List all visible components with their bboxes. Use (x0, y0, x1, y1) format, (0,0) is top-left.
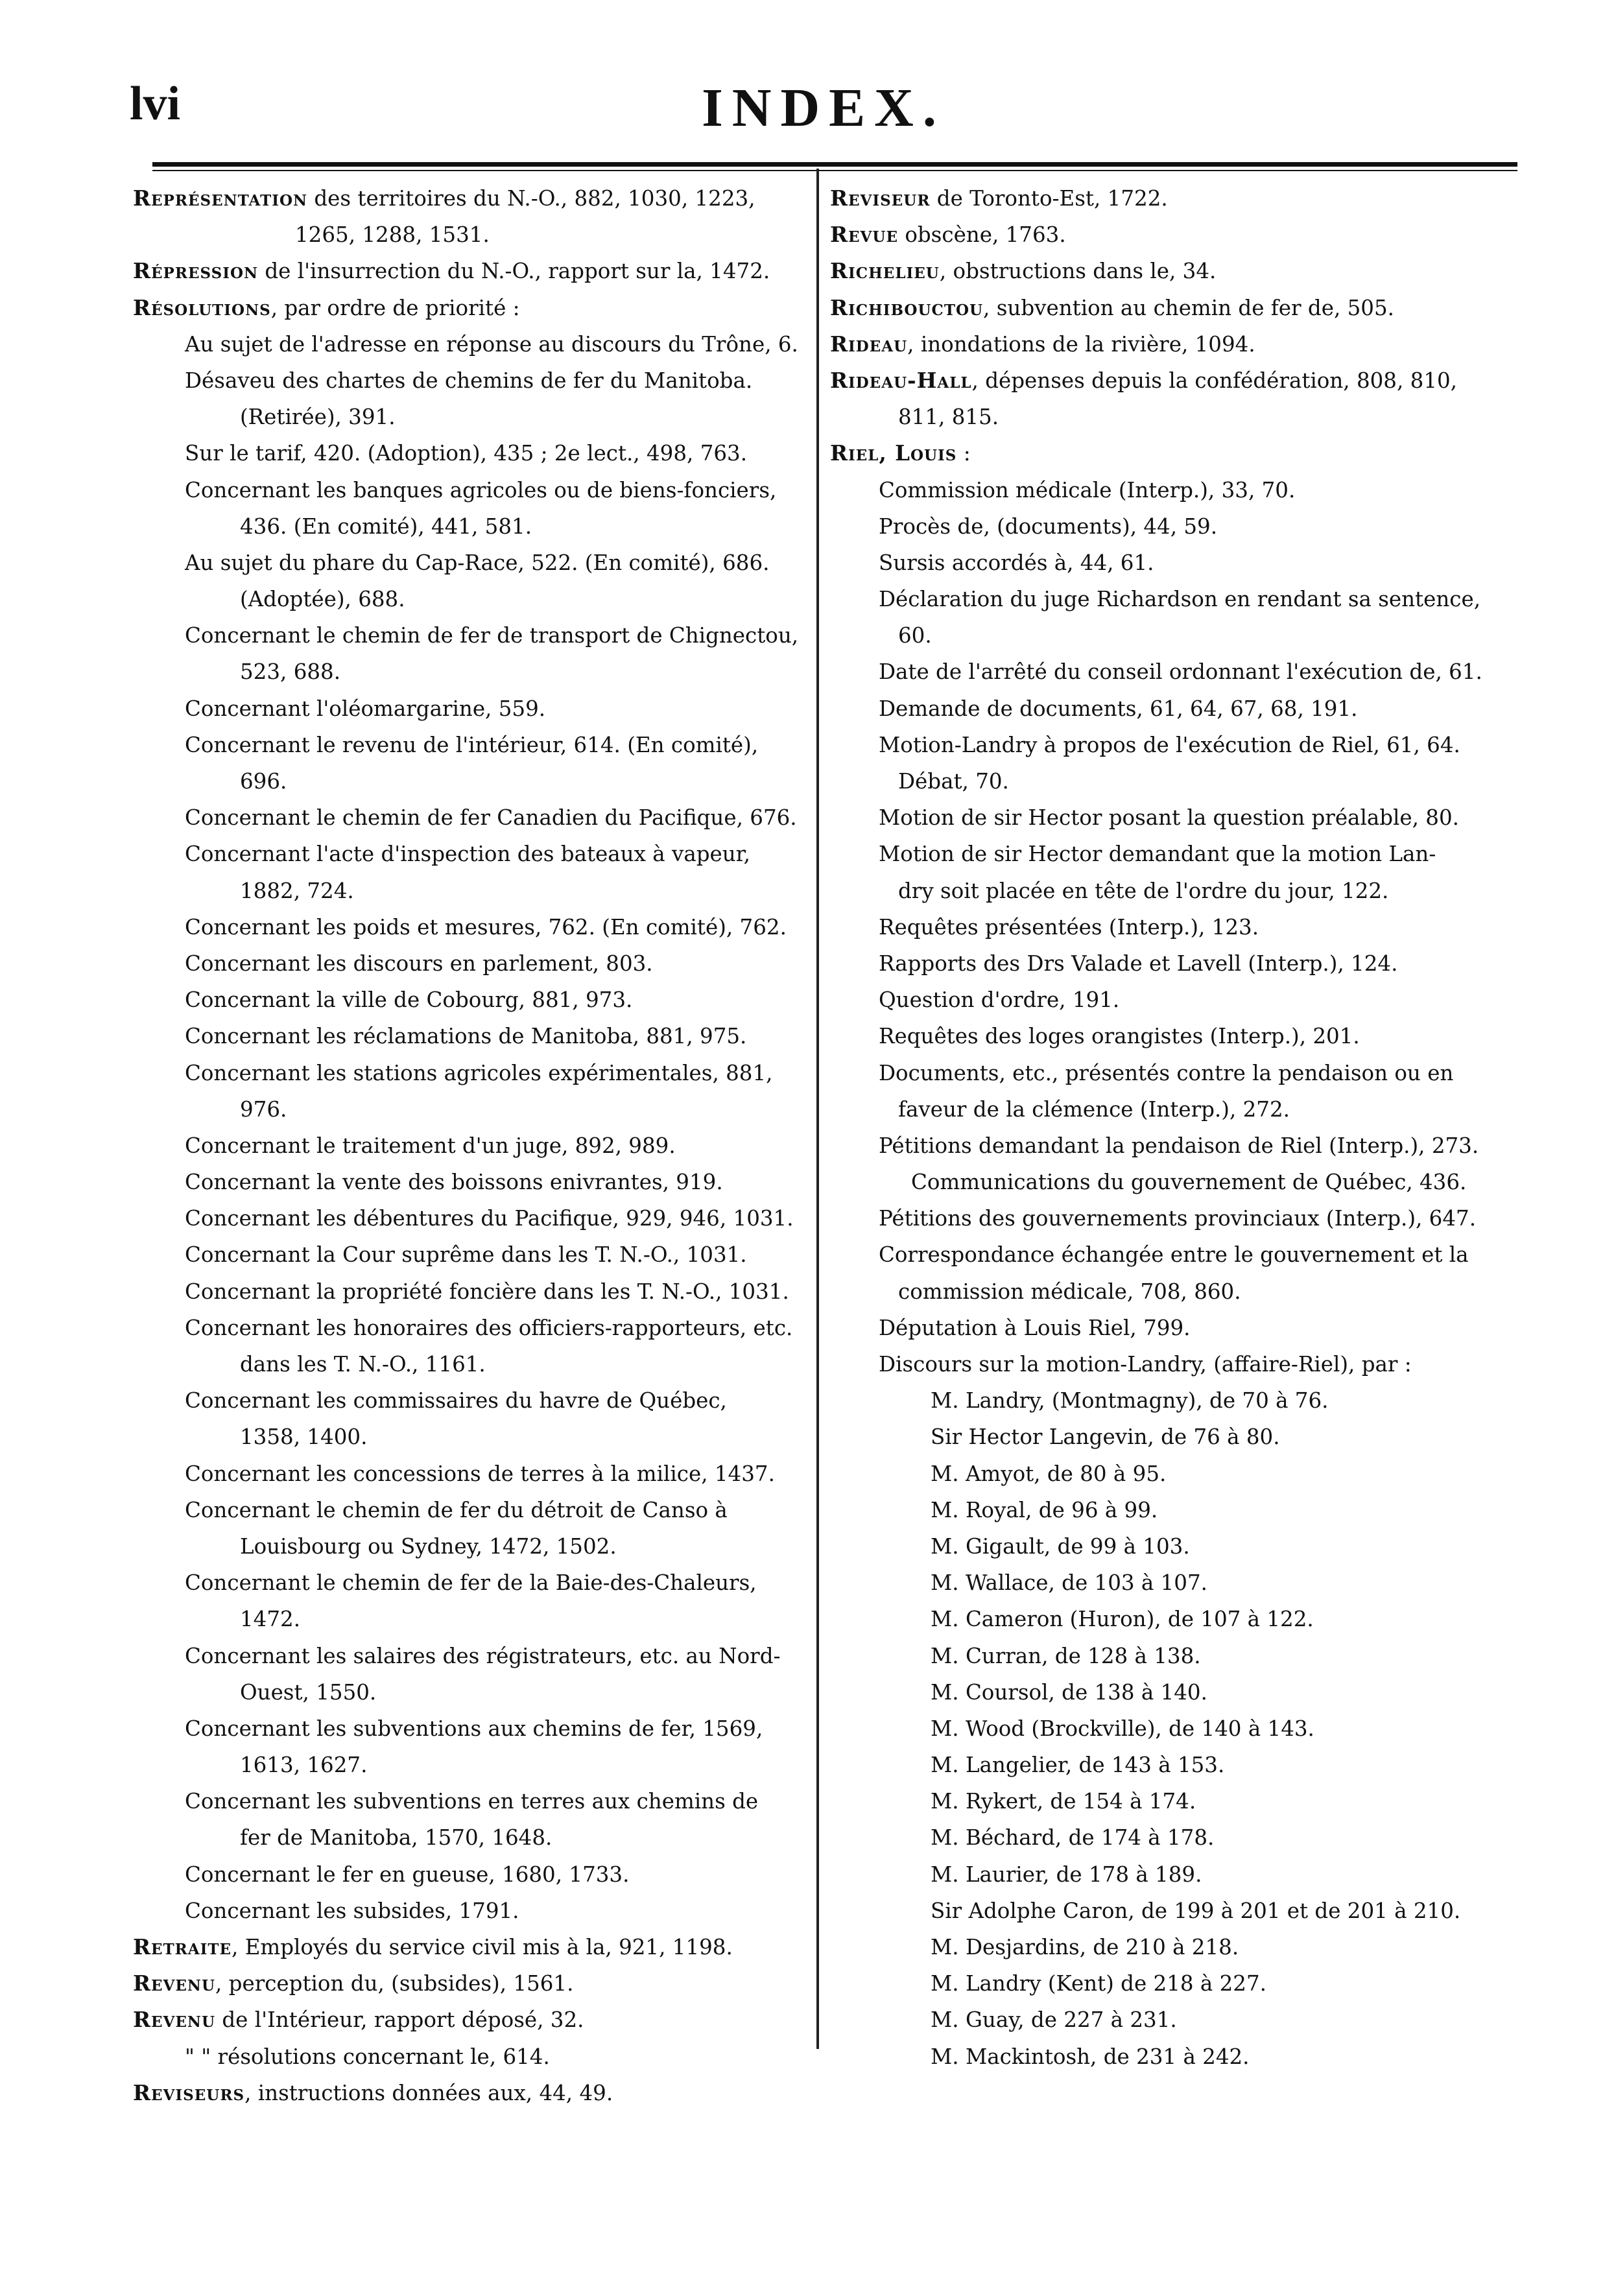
index-entry-line (830, 1819, 1517, 1856)
index-entry-text: Sir Hector Langevin, de 76 à 80. (931, 1425, 1280, 1450)
index-entry-text: Sursis accordés à, 44, 61. (879, 550, 1154, 575)
index-entry-line (133, 253, 804, 289)
index-entry-line (830, 545, 1517, 581)
index-entry-line (133, 945, 804, 982)
index-column-right (830, 180, 1517, 2075)
index-entry-text: Ouest, 1550. (240, 1679, 377, 1705)
index-entry-text: Déclaration du juge Richardson en rendant sa sentence, (879, 587, 1481, 612)
index-entry-line (830, 909, 1517, 945)
index-entry-line (133, 581, 804, 617)
index-entry-line (830, 763, 1517, 799)
index-entry-line (830, 1419, 1517, 1455)
index-entry-heading: Résolutions (133, 294, 271, 320)
index-entry-text: M. Mackintosh, de 231 à 242. (931, 2044, 1250, 2069)
index-entry-heading: Revue (830, 222, 898, 248)
index-entry-text: Question d'ordre, 191. (879, 988, 1120, 1013)
index-entry-line (133, 2039, 804, 2075)
index-entry-line (133, 399, 804, 435)
index-entry-text: Sir Adolphe Caron, de 199 à 201 et de 201 à 210. (931, 1898, 1461, 1923)
index-entry-line (133, 180, 804, 217)
index-entry-text: fer de Manitoba, 1570, 1648. (240, 1825, 553, 1851)
index-entry-text: Procès de, (documents), 44, 59. (879, 514, 1218, 539)
index-entry-text: Motion-Landry à propos de l'exécution de Riel, 61, 64. (879, 732, 1460, 757)
index-entry-text: Concernant les salaires des régistrateurs, etc. au Nord- (185, 1643, 781, 1668)
index-entry-line (830, 1893, 1517, 1929)
index-entry-text: Concernant les subventions aux chemins de fer, 1569, (185, 1716, 763, 1741)
index-entry-line (133, 1601, 804, 1637)
index-entry-line (133, 1528, 804, 1565)
index-entry-text: Pétitions demandant la pendaison de Riel (Interp.), 273. (879, 1133, 1479, 1158)
index-entry-text: , subvention au chemin de fer de, 505. (983, 295, 1394, 320)
index-entry-line (830, 1601, 1517, 1637)
index-entry-line (830, 873, 1517, 909)
index-entry-line (830, 472, 1517, 508)
index-entry-text: Documents, etc., présentés contre la pendaison ou en (879, 1060, 1454, 1085)
index-entry-text: 811, 815. (898, 405, 999, 430)
index-entry-text: Requêtes présentées (Interp.), 123. (879, 914, 1259, 940)
index-entry-line (133, 1456, 804, 1492)
index-entry-line (830, 982, 1517, 1018)
index-entry-line (830, 1128, 1517, 1164)
index-entry-text: Concernant le revenu de l'intérieur, 614. (En comité), (185, 732, 759, 757)
index-entry-text: Concernant le traitement d'un juge, 892, 989. (185, 1133, 676, 1158)
index-entry-line (830, 1783, 1517, 1819)
index-entry-line (133, 1783, 804, 1819)
index-entry-text: 696. (240, 769, 287, 794)
index-entry-line (830, 1091, 1517, 1128)
index-entry-text: M. Amyot, de 80 à 95. (931, 1461, 1167, 1486)
index-entry-text: , Employés du service civil mis à la, 921, 1198. (232, 1935, 733, 1959)
index-entry-line (133, 2002, 804, 2038)
index-entry-heading: Richibouctou (830, 294, 984, 320)
index-entry-text: commission médicale, 708, 860. (898, 1279, 1241, 1304)
index-entry-text: Demande de documents, 61, 64, 67, 68, 191. (879, 696, 1358, 721)
index-entry-text: (Adoptée), 688. (240, 587, 405, 612)
index-entry-heading: Revenu (133, 1971, 215, 1996)
index-entry-line (830, 217, 1517, 253)
index-entry-text: de l'Intérieur, rapport déposé, 32. (215, 2007, 584, 2033)
index-entry-text: 976. (240, 1096, 287, 1122)
index-entry-line (830, 399, 1517, 435)
index-entry-line (830, 581, 1517, 617)
index-entry-text: obscène, 1763. (897, 222, 1066, 248)
index-entry-text: Concernant les concessions de terres à la milice, 1437. (185, 1461, 775, 1486)
index-entry-line (133, 2075, 804, 2111)
index-entry-line (830, 508, 1517, 545)
index-entry-text: M. Gigault, de 99 à 103. (931, 1533, 1190, 1559)
index-entry-text: Concernant les commissaires du havre de Québec, (185, 1388, 727, 1414)
index-entry-heading: Représentation (133, 185, 308, 211)
index-entry-line (133, 1128, 804, 1164)
index-entry-text: M. Laurier, de 178 à 189. (931, 1862, 1202, 1887)
index-entry-line (133, 617, 804, 654)
index-entry-line (830, 1456, 1517, 1492)
index-entry-text: Concernant la propriété foncière dans les T. N.-O., 1031. (185, 1279, 789, 1304)
index-entry-line (133, 1965, 804, 2002)
index-entry-text: 1358, 1400. (240, 1425, 368, 1450)
index-entry-text: M. Landry (Kent) de 218 à 227. (931, 1971, 1266, 1996)
index-entry-line (133, 1310, 804, 1346)
index-entry-text: 60. (898, 623, 932, 648)
index-entry-text: Discours sur la motion-Landry, (affaire-Riel), par : (879, 1352, 1412, 1377)
index-entry-line (830, 1747, 1517, 1783)
index-entry-line (830, 1164, 1517, 1200)
index-entry-line (830, 1055, 1517, 1091)
index-entry-text: Concernant la ville de Cobourg, 881, 973. (185, 988, 633, 1013)
index-entry-line (133, 1492, 804, 1528)
index-entry-text: Concernant le chemin de fer du détroit de Canso à (185, 1497, 728, 1522)
index-entry-line (830, 1929, 1517, 1965)
index-entry-text: Concernant le fer en gueuse, 1680, 1733. (185, 1862, 630, 1887)
index-entry-text: faveur de la clémence (Interp.), 272. (898, 1096, 1290, 1122)
index-entry-line (133, 290, 804, 326)
index-entry-line (133, 799, 804, 836)
index-entry-text: des territoires du N.-O., 882, 1030, 1223, (307, 186, 755, 211)
index-entry-line (830, 1565, 1517, 1601)
index-entry-heading: Richelieu (830, 258, 940, 284)
index-entry-heading: Rideau (830, 331, 908, 357)
index-entry-line (133, 1346, 804, 1382)
index-entry-text: Sur le tarif, 420. (Adoption), 435 ; 2e lect., 498, 763. (185, 441, 748, 466)
index-entry-text: dry soit placée en tête de l'ordre du jour, 122. (898, 878, 1389, 903)
index-entry-text: Concernant la Cour suprême dans les T. N.-O., 1031. (185, 1242, 747, 1268)
index-entry-line (133, 1856, 804, 1893)
index-entry-line (133, 1018, 804, 1054)
index-entry-line (133, 1710, 804, 1747)
index-entry-text: Pétitions des gouvernements provinciaux (Interp.), 647. (879, 1206, 1477, 1231)
index-entry-line (133, 1819, 804, 1856)
index-entry-text: Requêtes des loges orangistes (Interp.), 201. (879, 1024, 1360, 1049)
index-entry-line (830, 799, 1517, 836)
index-entry-line (133, 836, 804, 872)
index-entry-line (830, 362, 1517, 399)
index-entry-line (133, 1055, 804, 1091)
index-entry-line (133, 1747, 804, 1783)
index-entry-text: M. Curran, de 128 à 138. (931, 1643, 1201, 1668)
index-entry-text: Au sujet du phare du Cap-Race, 522. (En comité), 686. (185, 550, 770, 575)
index-entry-text: M. Landry, (Montmagny), de 70 à 76. (931, 1388, 1329, 1414)
index-entry-text: Concernant le chemin de fer de la Baie-des-Chaleurs, (185, 1570, 757, 1596)
page-number: lvi (130, 77, 181, 130)
index-entry-text: Concernant les subsides, 1791. (185, 1898, 519, 1923)
index-entry-text: Concernant l'oléomargarine, 559. (185, 696, 546, 721)
index-entry-text: de l'insurrection du N.-O., rapport sur la, 1472. (258, 259, 770, 284)
index-entry-line (133, 1273, 804, 1310)
index-entry-text: Concernant les honoraires des officiers-rapporteurs, etc. (185, 1315, 793, 1340)
index-entry-line (133, 1638, 804, 1674)
index-entry-line (133, 763, 804, 799)
index-entry-line (830, 435, 1517, 471)
index-entry-text: M. Rykert, de 154 à 174. (931, 1789, 1196, 1814)
index-entry-text: Au sujet de l'adresse en réponse au discours du Trône, 6. (185, 331, 798, 357)
index-entry-line (133, 472, 804, 508)
index-entry-line (830, 617, 1517, 654)
page-title: INDEX. (702, 78, 945, 138)
index-entry-line (830, 1382, 1517, 1419)
index-entry-line (830, 1528, 1517, 1565)
index-entry-line (830, 290, 1517, 326)
index-entry-text: , inondations de la rivière, 1094. (907, 331, 1255, 357)
index-entry-line (133, 982, 804, 1018)
index-entry-text: Concernant les poids et mesures, 762. (En comité), 762. (185, 914, 787, 940)
index-entry-heading: Répression (133, 258, 259, 284)
index-entry-text: Concernant les réclamations de Manitoba, 881, 975. (185, 1024, 747, 1049)
index-entry-text: M. Guay, de 227 à 231. (931, 2007, 1177, 2033)
index-entry-line (830, 1965, 1517, 2002)
index-entry-heading: Retraite (133, 1934, 232, 1959)
index-entry-text: M. Béchard, de 174 à 178. (931, 1825, 1215, 1851)
index-entry-text: M. Cameron (Huron), de 107 à 122. (931, 1607, 1314, 1632)
page-header (130, 77, 1517, 148)
index-entry-line (133, 1419, 804, 1455)
index-entry-line (830, 326, 1517, 362)
index-entry-text: de Toronto-Est, 1722. (930, 186, 1168, 211)
index-entry-line (133, 1893, 804, 1929)
index-entry-line (830, 654, 1517, 690)
index-entry-line (133, 1164, 804, 1200)
index-entry-text: M. Coursol, de 138 à 140. (931, 1679, 1207, 1705)
index-entry-text: 1472. (240, 1607, 301, 1632)
index-entry-line (830, 1310, 1517, 1346)
index-entry-text: 1882, 724. (240, 878, 354, 903)
index-entry-line (830, 1856, 1517, 1893)
index-entry-text: " " résolutions concernant le, 614. (185, 2044, 550, 2069)
index-entry-text: M. Wood (Brockville), de 140 à 143. (931, 1716, 1314, 1741)
index-entry-text: Concernant les débentures du Pacifique, 929, 946, 1031. (185, 1206, 794, 1231)
index-entry-text: M. Langelier, de 143 à 153. (931, 1753, 1225, 1778)
index-entry-line (830, 836, 1517, 872)
index-entry-line (133, 217, 804, 253)
index-entry-line (830, 1674, 1517, 1710)
index-entry-text: Désaveu des chartes de chemins de fer du Manitoba. (185, 368, 753, 393)
index-entry-text: Date de l'arrêté du conseil ordonnant l'exécution de, 61. (879, 659, 1482, 685)
index-entry-line (133, 727, 804, 763)
index-entry-heading: Rideau-Hall (830, 367, 972, 393)
index-entry-heading: Reviseurs (133, 2079, 245, 2105)
index-entry-text: , par ordre de priorité : (270, 295, 520, 320)
index-entry-text: Concernant la vente des boissons enivrantes, 919. (185, 1170, 723, 1195)
header-rule (152, 162, 1517, 167)
index-entry-text: Rapports des Drs Valade et Lavell (Interp.), 124. (879, 951, 1398, 976)
index-entry-text: 523, 688. (240, 659, 341, 685)
index-entry-text: Louisbourg ou Sydney, 1472, 1502. (240, 1533, 617, 1559)
index-entry-text: M. Royal, de 96 à 99. (931, 1497, 1158, 1522)
index-entry-line (133, 362, 804, 399)
index-entry-text: Débat, 70. (898, 769, 1009, 794)
index-entry-text: (Retirée), 391. (240, 405, 396, 430)
index-entry-line (133, 1929, 804, 1965)
index-entry-text: Concernant l'acte d'inspection des bateaux à vapeur, (185, 842, 750, 867)
index-entry-line (830, 1273, 1517, 1310)
index-entry-line (830, 1492, 1517, 1528)
index-entry-text: Motion de sir Hector posant la question préalable, 80. (879, 805, 1459, 831)
index-entry-text: , dépenses depuis la confédération, 808, 810, (971, 368, 1457, 393)
index-entry-text: M. Wallace, de 103 à 107. (931, 1570, 1207, 1596)
index-entry-text: Motion de sir Hector demandant que la motion Lan- (879, 842, 1436, 867)
index-entry-text: : (957, 441, 971, 466)
index-entry-line (133, 435, 804, 471)
index-entry-text: 436. (En comité), 441, 581. (240, 514, 532, 539)
index-entry-text: 1265, 1288, 1531. (295, 222, 490, 248)
index-entry-text: , perception du, (subsides), 1561. (215, 1971, 574, 1996)
index-entry-heading: Revenu (133, 2007, 215, 2033)
index-entry-text: dans les T. N.-O., 1161. (240, 1352, 486, 1377)
index-entry-text: Concernant les banques agricoles ou de biens-fonciers, (185, 477, 777, 503)
index-entry-line (133, 1382, 804, 1419)
index-column-left (133, 180, 804, 2111)
index-entry-text: Communications du gouvernement de Québec, 436. (911, 1170, 1467, 1195)
index-entry-line (830, 1638, 1517, 1674)
index-entry-line (133, 654, 804, 690)
index-entry-heading: Reviseur (830, 185, 931, 211)
index-entry-line (830, 1200, 1517, 1237)
index-entry-line (133, 1091, 804, 1128)
column-divider (816, 169, 819, 2049)
index-entry-text: Concernant les discours en parlement, 803. (185, 951, 653, 976)
index-entry-text: M. Desjardins, de 210 à 218. (931, 1935, 1239, 1959)
index-entry-line (830, 945, 1517, 982)
index-entry-line (830, 180, 1517, 217)
index-entry-line (133, 909, 804, 945)
index-entry-line (830, 1710, 1517, 1747)
index-entry-text: Concernant le chemin de fer de transport de Chignectou, (185, 623, 799, 648)
index-entry-line (133, 873, 804, 909)
index-entry-line (133, 1565, 804, 1601)
index-entry-line (830, 727, 1517, 763)
index-entry-text: Concernant le chemin de fer Canadien du Pacifique, 676. (185, 805, 797, 831)
index-entry-line (830, 691, 1517, 727)
index-entry-line (133, 691, 804, 727)
index-entry-text: Députation à Louis Riel, 799. (879, 1315, 1191, 1340)
index-entry-line (830, 2002, 1517, 2038)
index-entry-line (133, 545, 804, 581)
index-entry-line (133, 1200, 804, 1237)
index-entry-text: Concernant les subventions en terres aux chemins de (185, 1789, 759, 1814)
index-entry-text: 1613, 1627. (240, 1753, 368, 1778)
index-entry-heading: Riel, Louis (830, 440, 957, 466)
index-entry-line (133, 508, 804, 545)
index-entry-text: , obstructions dans le, 34. (939, 259, 1217, 284)
index-entry-line (133, 326, 804, 362)
index-entry-text: , instructions données aux, 44, 49. (244, 2080, 613, 2105)
index-entry-line (133, 1674, 804, 1710)
index-entry-text: Correspondance échangée entre le gouvernement et la (879, 1242, 1469, 1268)
index-entry-line (830, 1018, 1517, 1054)
index-entry-text: Concernant les stations agricoles expérimentales, 881, (185, 1060, 773, 1085)
index-entry-line (830, 253, 1517, 289)
index-entry-line (830, 2039, 1517, 2075)
index-entry-line (133, 1237, 804, 1273)
index-entry-line (830, 1237, 1517, 1273)
index-entry-line (830, 1346, 1517, 1382)
index-entry-text: Commission médicale (Interp.), 33, 70. (879, 477, 1296, 503)
header-rule-thin (152, 170, 1517, 171)
